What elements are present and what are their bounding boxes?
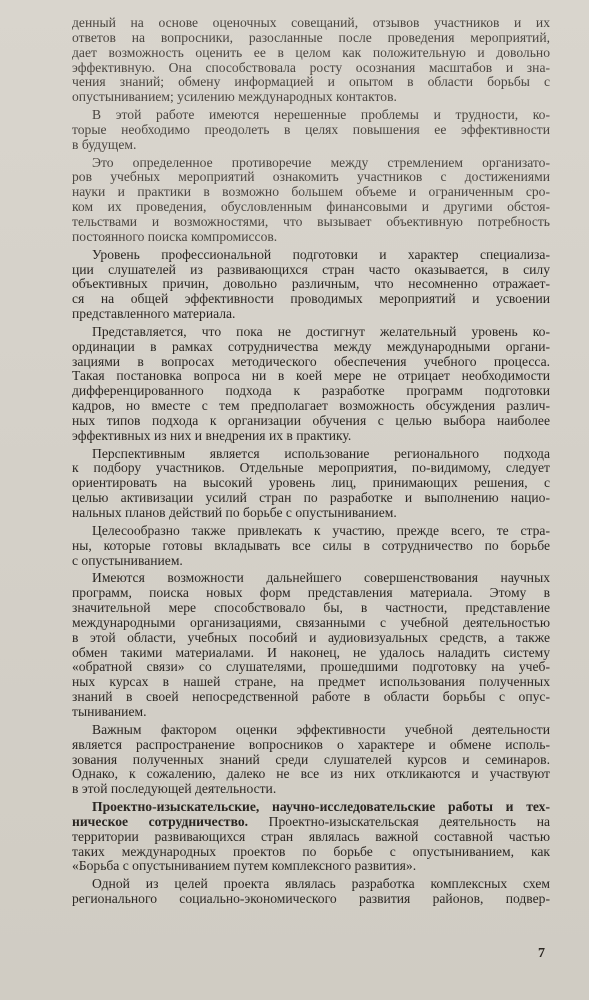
paragraph-contradiction <box>72 156 550 245</box>
section-lead-text: Проектно-изыскательская деятельность на <box>248 813 551 829</box>
paragraph-questionnaires <box>72 723 550 797</box>
section-heading-end: ническое сотрудничество. <box>72 813 249 829</box>
section-technical-cooperation <box>72 800 550 874</box>
paragraph-coordination <box>72 325 550 444</box>
text-line <box>72 815 550 830</box>
text-line: объективных причин, довольно различным, что несомненно отражает- <box>72 276 550 292</box>
text-line: целью активизации усилий стран по разработке и выполнению нацио- <box>72 490 550 506</box>
text-line: с опустыниванием. <box>72 552 183 568</box>
text-line: ны, которые готовы вкладывать все силы в сотрудничество по борьбе <box>72 537 550 553</box>
text-line: Это определенное противоречие между стремлением организато- <box>92 154 550 170</box>
text-line: значительной мере способствовало бы, в частности, представление <box>72 600 550 616</box>
text-line: Уровень профессиональной подготовки и характер специализа- <box>92 246 550 262</box>
text-line: ответов на вопросники, разосланные после проведения мероприятий, <box>72 29 550 45</box>
text-line: в этой области, учебных пособий и аудиовизуальных средств, а также <box>72 629 550 645</box>
text-line: регионального социально-экономического развития районов, подвер- <box>72 891 550 907</box>
text-line: является распространение вопросников о характере и обмене исполь- <box>72 736 550 752</box>
text-line: представленного материала. <box>72 306 236 322</box>
body-text <box>72 16 550 910</box>
text-line: Такая постановка вопроса ни в коей мере не отрицает необходимости <box>72 368 550 384</box>
text-line: в будущем. <box>72 136 137 152</box>
text-line: дифференцированного подхода к разработке программ подготовки <box>72 383 550 399</box>
text-line: ров учебных мероприятий ознакомить участников с достижениями <box>72 169 550 185</box>
text-line: территории развивающихся стран являлась важной составной частью <box>72 828 550 844</box>
text-line: нальных планов действий по борьбе с опустыниванием. <box>72 505 397 520</box>
text-line: ориентировать на высокий уровень лиц, принимающих решения, с <box>72 475 550 491</box>
paragraph-country-participation <box>72 524 550 569</box>
page-number: 7 <box>538 946 545 961</box>
text-line: Имеются возможности дальнейшего совершенствования научных <box>92 570 550 586</box>
text-line: ных типов подхода к организации обучения с целью выбора наиболее <box>72 412 550 428</box>
text-line: Важным фактором оценки эффективности учебной деятельности <box>92 721 550 737</box>
text-line: «обратной связи» со слушателями, прошедшими подготовку на учеб- <box>72 659 550 675</box>
text-line: Однако, к сожалению, далеко не все из них откликаются и участвуют <box>72 766 550 782</box>
text-line: Перспективным является использование регионального подхода <box>92 445 550 461</box>
text-line: денный на основе оценочных совещаний, отзывов участников и их <box>72 15 550 30</box>
text-line: дает возможность оценить ее в целом как положительную и довольно <box>72 44 550 60</box>
text-line: Одной из целей проекта являлась разработка комплексных схем <box>92 876 550 892</box>
text-line: эффективных из них и внедрения их в практику. <box>72 427 352 443</box>
section-heading: Проектно-изыскательские, научно-исследовательские работы и тех- <box>92 799 550 815</box>
text-line: торые необходимо преодолеть в целях повышения ее эффективности <box>72 121 550 137</box>
text-line: ных курсах в нашей стране, на предмет использования полученных <box>72 674 550 690</box>
text-line: ся на общей эффективности проводимых мероприятий и усвоении <box>72 291 550 307</box>
text-line: зациями в вопросах методического обеспечения учебного процесса. <box>72 353 550 369</box>
text-line: Представляется, что пока не достигнут желательный уровень ко- <box>92 323 550 339</box>
text-line: тыниванием. <box>72 703 147 719</box>
text-line: эффективную. Она способствовала росту осознания масштабов и зна- <box>72 59 550 75</box>
text-line: зования полученных знаний среди слушателей курсов и семинаров. <box>72 751 550 767</box>
text-line: в этой последующей деятельности. <box>72 781 277 797</box>
text-line: Целесообразно также привлекать к участию, прежде всего, те стра- <box>92 522 550 538</box>
text-line: ком их проведения, обусловленным финансовыми и другими обстоя- <box>72 199 550 215</box>
text-line: постоянного поиска компромиссов. <box>72 228 278 244</box>
paragraph-training-level <box>72 248 550 322</box>
text-line: В этой работе имеются нерешенные проблемы и трудности, ко- <box>92 107 550 123</box>
paragraph-program-improvement <box>72 571 550 719</box>
text-line: таких международных проектов по борьбе с опустыниванием, как <box>72 843 550 859</box>
text-line: опустыниванием; усилению международных контактов. <box>72 89 397 105</box>
text-line: ординации в рамках сотрудничества между международными органи- <box>72 338 550 354</box>
paragraph-unresolved-problems <box>72 108 550 153</box>
text-line: «Борьба с опустыниванием путем комплексного развития». <box>72 858 417 874</box>
text-line: к подбору участников. Отдельные мероприятия, по-видимому, следует <box>72 460 550 476</box>
text-line: ции слушателей из развивающихся стран часто оказывается, в силу <box>72 261 550 277</box>
text-line: чения знаний; обмену информацией и опытом в области борьбы с <box>72 74 550 90</box>
paragraph-evaluation-summary <box>72 16 550 105</box>
paragraph-regional-approach <box>72 447 550 521</box>
text-line: программ, поиска новых форм представления материала. Этому в <box>72 585 550 601</box>
paragraph-project-goals <box>72 877 550 907</box>
text-line: знаний в своей непосредственной работе в области борьбы с опус- <box>72 689 550 705</box>
text-line: науки и практики в возможно большем объеме и ограниченным сро- <box>72 184 550 200</box>
text-line: тельствами и возможностями, что вызывает объективную потребность <box>72 213 550 229</box>
text-line: международными организациями, связанными с учебной деятельностью <box>72 614 550 630</box>
text-line: обмен такими материалами. И наконец, не удалось наладить систему <box>72 644 550 660</box>
text-line: кадров, но вместе с тем предполагает возможность обсуждения различ- <box>72 398 550 414</box>
